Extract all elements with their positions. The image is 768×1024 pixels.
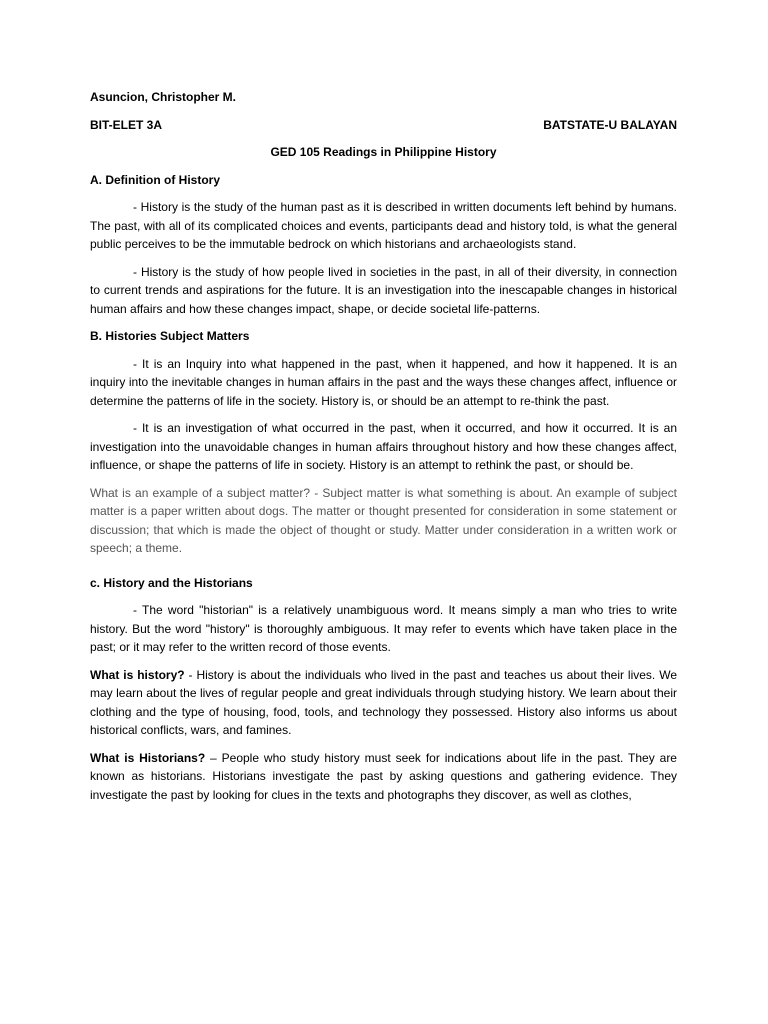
section-a-paragraph-1: - History is the study of the human past as it is described in written documents left behind by humans. The past, with all of its complicated choices and events, participants dead and history told, is what the general public perceives to be the immutable bedrock on which historians and archaeologists stand. [90,200,677,251]
course-title: GED 105 Readings in Philippine History [270,145,497,159]
section-c-paragraph-3 [90,749,677,805]
section-c-paragraph-2 [90,666,677,740]
section-c-paragraph-1: - The word "historian" is a relatively unambiguous word. It means simply a man who tries to write history. But the word "history" is thoroughly ambiguous. It may refer to events which have taken place in the past; or it may refer to the written record of those events. [90,603,677,654]
section-a-heading: A. Definition of History [90,172,220,187]
school-name: BATSTATE-U BALAYAN [543,117,677,132]
section-b-paragraph-3: What is an example of a subject matter? - Subject matter is what something is about. An example of subject matter is a paper written about dogs. The matter or thought presented for consideration in some statement or discussion; that which is made the object of thought or study. Matter under consideration in a written work or speech; a theme. [90,485,677,555]
answer-text-historians: – People who study history must seek for indications about life in the past. They are known as historians. Historians investigate the past by asking questions and gathering evidence. They investigate the past by looking for clues in the texts and photographs they discover, as well as clothes, [90,750,677,802]
answer-text-history: - History is about the individuals who lived in the past and teaches us about their lives. We may learn about the lives of regular people and great individuals through studying history. We learn about their clothing and the type of housing, food, tools, and technology they possessed. History also informs us about historical conflicts, wars, and famines. [90,667,678,737]
section-b-heading: B. Histories Subject Matters [90,329,250,343]
document-page [90,88,677,804]
class-section: BIT-ELET 3A [90,117,163,132]
question-label-historians: What is Historians? [90,750,206,765]
student-name: Asuncion, Christopher M. [90,90,237,104]
section-a-paragraph-2: - History is the study of how people lived in societies in the past, in all of their diversity, in connection to current trends and aspirations for the future. It is an investigation into the inescapable changes in historical human affairs and how these changes impact, shape, or decide societal life-patterns. [90,264,677,316]
section-c-heading: c. History and the Historians [90,575,253,590]
question-label-history: What is history? [90,667,185,682]
header-row [90,116,677,135]
section-b-paragraph-2: - It is an investigation of what occurred in the past, when it occurred, and how it occurred. It is an investigation into the unavoidable changes in human affairs throughout history and how these changes affect, influence, or shape the patterns of life in society. History is an attempt to rethink the past, or should be. [90,421,677,472]
section-b-paragraph-1: - It is an Inquiry into what happened in the past, when it happened, and how it happened. It is an inquiry into the inevitable changes in human affairs in the past and the ways these changes affect, influence or determine the patterns of life in the society. History is, or should be an attempt to re-think the past. [90,356,677,408]
